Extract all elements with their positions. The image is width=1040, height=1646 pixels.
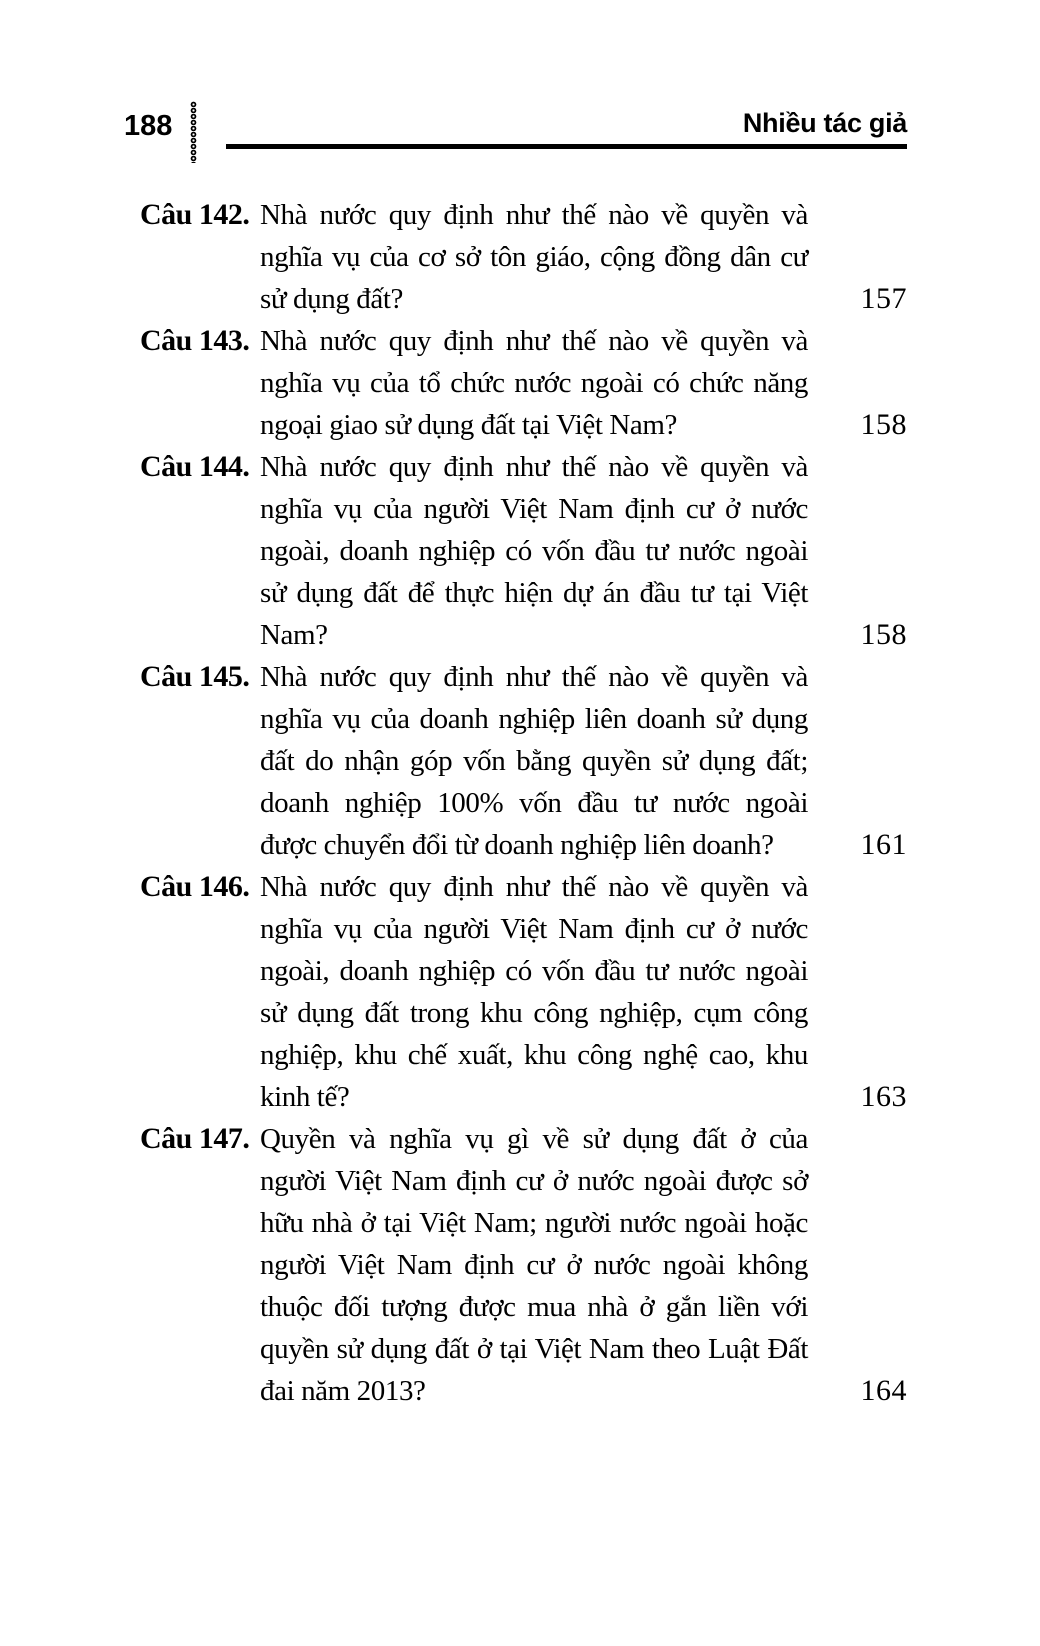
toc-entry [140,194,907,320]
toc-entry-label: Câu 143. [140,324,250,357]
toc-entry [140,320,907,446]
page-number: 188 [124,110,173,142]
table-of-contents [140,194,907,1412]
toc-entry-page-number: 158 [860,618,907,651]
toc-entry-label: Câu 144. [140,450,250,483]
toc-entry [140,446,907,656]
toc-entry-label: Câu 147. [140,1122,250,1155]
toc-entry-text: Quyền và nghĩa vụ gì về sử dụng đất ở của người Việt Nam định cư ở nước ngoài được sở hữu nhà ở tại Việt Nam; người nước ngoài hoặc người Việt Nam định cư ở nước ngoài không thuộc đối tượng được mua nhà ở gắn liền với quyền sử dụng đất ở tại Việt Nam theo Luật Đất đai năm 2013? [260,1123,808,1407]
header-rule [226,144,907,149]
toc-entry-text: Nhà nước quy định như thế nào về quyền và nghĩa vụ của cơ sở tôn giáo, cộng đồng dân cư sử dụng đất? [260,199,808,315]
toc-entry-page-number: 164 [860,1374,907,1407]
toc-entry-label: Câu 145. [140,660,250,693]
running-title: Nhiều tác giả [742,108,907,138]
toc-entry [140,1118,907,1412]
toc-entry-page-number: 158 [860,408,907,441]
chain-ornament-icon [190,101,197,163]
toc-entry-page-number: 163 [860,1080,907,1113]
toc-entry-text: Nhà nước quy định như thế nào về quyền và nghĩa vụ của doanh nghiệp liên doanh sử dụng đất do nhận góp vốn bằng quyền sử dụng đất; doanh nghiệp 100% vốn đầu tư nước ngoài được chuyển đổi từ doanh nghiệp liên doanh? [260,661,808,861]
toc-entry-label: Câu 142. [140,198,250,231]
toc-entry-page-number: 157 [860,282,907,315]
toc-entry-text: Nhà nước quy định như thế nào về quyền và nghĩa vụ của người Việt Nam định cư ở nước ngoài, doanh nghiệp có vốn đầu tư nước ngoài sử dụng đất để thực hiện dự án đầu tư tại Việt Nam? [260,451,808,651]
toc-entry-page-number: 161 [860,828,907,861]
toc-entry-text: Nhà nước quy định như thế nào về quyền và nghĩa vụ của tổ chức nước ngoài có chức năng ngoại giao sử dụng đất tại Việt Nam? [260,325,808,441]
toc-entry [140,866,907,1118]
toc-entry [140,656,907,866]
toc-entry-text: Nhà nước quy định như thế nào về quyền và nghĩa vụ của người Việt Nam định cư ở nước ngoài, doanh nghiệp có vốn đầu tư nước ngoài sử dụng đất trong khu công nghiệp, cụm công nghiệp, khu chế xuất, khu công nghệ cao, khu kinh tế? [260,871,808,1113]
toc-entry-label: Câu 146. [140,870,250,903]
